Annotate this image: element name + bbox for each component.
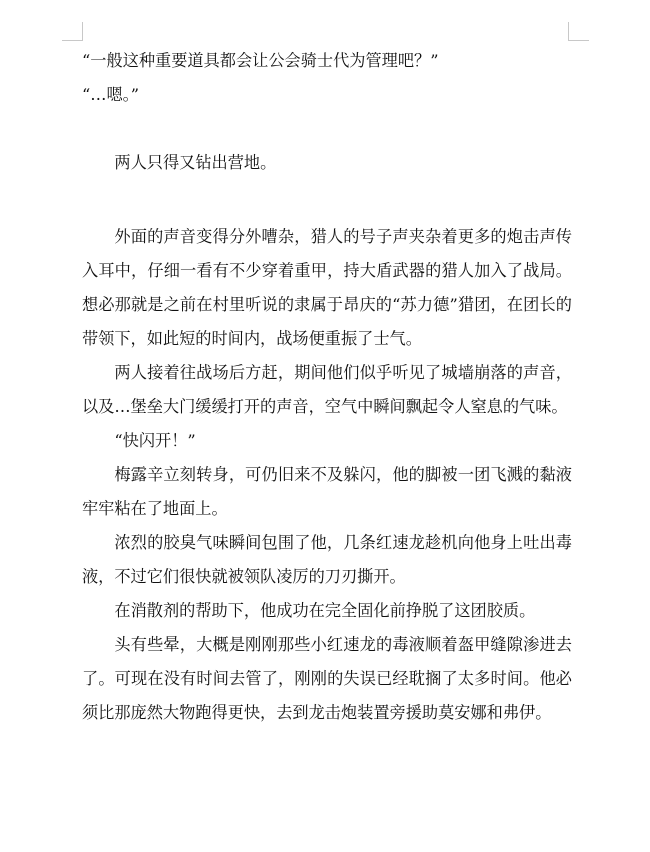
paragraph-dizzy: 头有些晕，大概是刚刚那些小红速龙的毒液顺着盔甲缝隙渗进去了。可现在没有时间去管了，刚刚的失误已经耽搁了太多时间。他必须比那庞然大物跑得更快，去到龙击炮装置旁援助莫安娜和弗伊。 [82,635,572,722]
paragraph-battle-noise: 外面的声音变得分外嘈杂，猎人的号子声夹杂着更多的炮击声传入耳中，仔细一看有不少穿着重甲，持大盾武器的猎人加入了战局。想必那就是之前在村里听说的隶属于昂庆的“苏力德”猎团，在团长的带领下，如此短的时间内，战场便重振了士气。 [82,227,572,348]
crop-mark-top-left [62,22,83,41]
blank-line [82,180,572,220]
paragraph-shout: “快闪开！” [114,431,196,450]
paragraph-dialogue-question: “一般这种重要道具都会让公会骑士代为管理吧？” [82,51,439,70]
blank-line [82,112,572,146]
paragraph-poison-attack: 浓烈的胶臭气味瞬间包围了他，几条红速龙趁机向他身上吐出毒液，不过它们很快就被领队凌厉的刀刃撕开。 [82,533,572,586]
paragraph-leave-camp: 两人只得又钻出营地。 [114,153,277,172]
paragraph-escape: 在消散剂的帮助下，他成功在完全固化前挣脱了这团胶质。 [114,601,536,620]
crop-mark-top-right [568,22,589,41]
document-body [82,44,572,730]
paragraph-dialogue-answer: “…嗯。” [82,85,140,104]
paragraph-rush-rear: 两人接着往战场后方赶，期间他们似乎听见了城墙崩落的声音，以及…堡垒大门缓缓打开的声音，空气中瞬间飘起令人窒息的气味。 [82,363,572,416]
paragraph-stuck-slime: 梅露辛立刻转身，可仍旧来不及躲闪，他的脚被一团飞溅的黏液牢牢粘在了地面上。 [82,465,572,518]
